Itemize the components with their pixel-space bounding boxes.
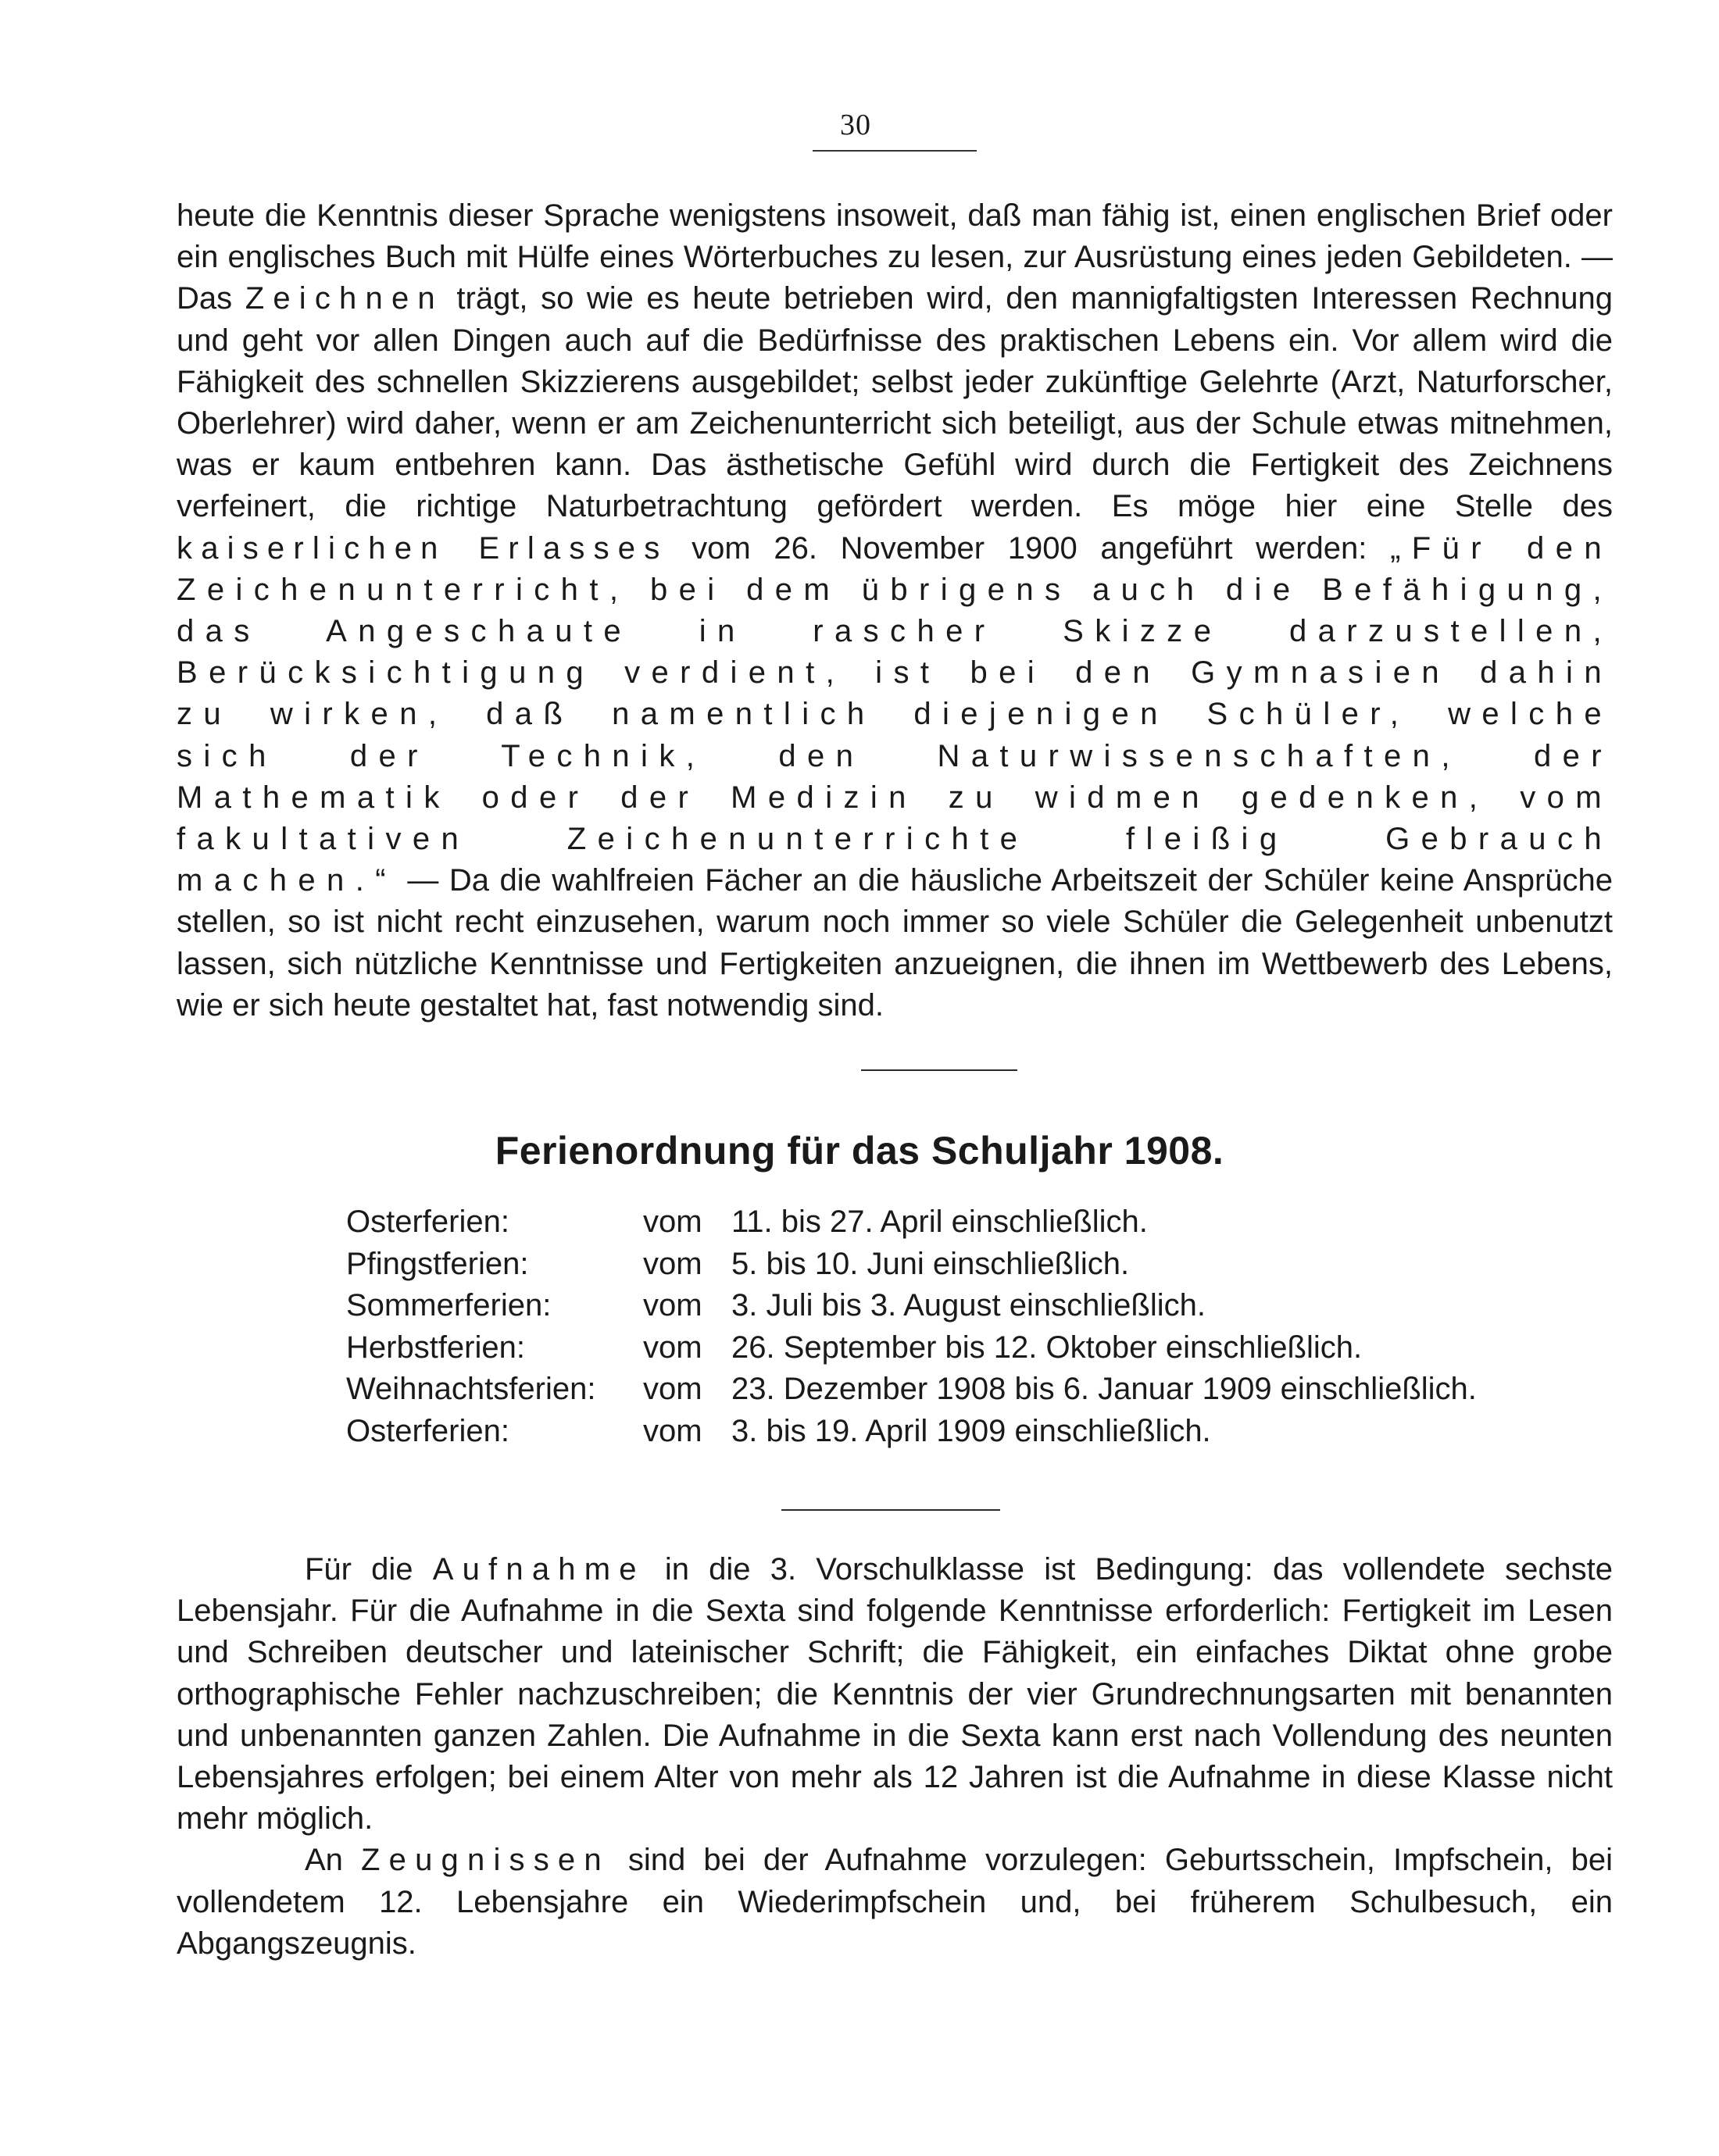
holiday-name: Herbstferien: (346, 1330, 525, 1365)
spaced-emphasis-text: Aufnahme (432, 1552, 645, 1587)
spaced-emphasis-text: „Für den Zeichenunterricht, bei dem übrigens auch die Befähigung, das Angeschaute in rascher Skizze darzustellen, Berücksichtigung verdient, ist bei den Gymnasien dahin zu wirken, daß namentlich diejenigen Schüler, welche sich der Technik, den Naturwissenschaften, der Mathematik oder der Medizin zu widmen gedenken, vom fakultativen Zeichenunterrichte fleißig Gebrauch machen.“ (177, 530, 1613, 898)
body-text-upper (177, 195, 1613, 1026)
holiday-schedule (346, 1201, 1477, 1452)
text-run: Für die (305, 1552, 433, 1587)
schedule-row (346, 1411, 1477, 1453)
from-label: vom (643, 1205, 702, 1240)
holiday-name: Osterferien: (346, 1413, 509, 1448)
holiday-dates: 3. bis 19. April 1909 einschließlich. (731, 1413, 1211, 1448)
from-label: vom (643, 1372, 702, 1407)
holiday-dates: 5. bis 10. Juni einschließlich. (731, 1246, 1130, 1281)
spaced-emphasis-text: kaiserlichen Erlasses (177, 530, 669, 566)
body-text-lower (177, 1549, 1613, 1965)
paragraph-zeugnisse (177, 1840, 1613, 1965)
from-label: vom (643, 1330, 702, 1365)
text-run: sind bei der Aufnahme vorzulegen: Geburtsschein, Impfschein, bei vollendetem 12. Lebensjahre ein Wiederimpfschein und, bei früherem Schulbesuch, ein Abgangszeugnis. (177, 1843, 1614, 1961)
text-run: trägt, so wie es heute betrieben wird, den mannigfaltigsten Interessen Rechnung und geht vor allen Dingen auch auf die Bedürfnisse des praktischen Lebens ein. Vor allem wird die Fähigkeit des schnellen Skizzierens ausgebildet; selbst jeder zukünftige Gelehrte (Arzt, Naturforscher, Oberlehrer) wird daher, wenn er am Zeichenunterricht sich beteiligt, aus der Schule etwas mitnehmen, was er kaum entbehren kann. Das ästhetische Gefühl wird durch die Fertigkeit des Zeichnens verfeinert, die richtige Naturbetrachtung gefördert werden. Es möge hier eine Stelle des (177, 281, 1613, 524)
from-label: vom (643, 1413, 702, 1448)
holiday-name: Osterferien: (346, 1205, 509, 1240)
section-heading: Ferienordnung für das Schuljahr 1908. (495, 1129, 1224, 1173)
spaced-emphasis-text: Zeichnen (245, 281, 444, 316)
page-number-rule (813, 150, 977, 152)
text-run: An (305, 1843, 362, 1878)
section-divider (781, 1509, 1000, 1511)
from-label: vom (643, 1246, 702, 1281)
holiday-name: Pfingstferien: (346, 1246, 529, 1281)
schedule-row (346, 1244, 1477, 1286)
holiday-name: Weihnachtsferien: (346, 1372, 596, 1407)
paragraph-aufnahme (177, 1549, 1613, 1840)
text-run: vom 26. November 1900 angeführt werden: (668, 530, 1391, 566)
text-run: heute die Kenntnis dieser Sprache wenigstens insoweit, daß man fähig ist, einen englischen Brief oder ein englisches Buch mit Hülfe eines Wörterbuches zu lesen, zur Ausrüstung eines jeden Gebildeten. — Das (177, 198, 1613, 316)
holiday-dates: 3. Juli bis 3. August einschließlich. (731, 1288, 1206, 1323)
from-label: vom (643, 1288, 702, 1323)
holiday-name: Sommerferien: (346, 1288, 552, 1323)
paragraph-zeichnen (177, 195, 1613, 1026)
schedule-row (346, 1285, 1477, 1327)
schedule-row (346, 1327, 1477, 1369)
spaced-emphasis-text: Zeugnissen (361, 1843, 610, 1878)
holiday-dates: 23. Dezember 1908 bis 6. Januar 1909 einschließlich. (731, 1372, 1477, 1407)
section-divider (861, 1069, 1017, 1071)
holiday-dates: 11. bis 27. April einschließlich. (731, 1205, 1148, 1240)
schedule-row (346, 1369, 1477, 1411)
holiday-dates: 26. September bis 12. Oktober einschließlich. (731, 1330, 1363, 1365)
text-run: in die 3. Vorschulklasse ist Bedingung: das vollendete sechste Lebensjahr. Für die Aufnahme in die Sexta sind folgende Kenntnisse erforderlich: Fertigkeit im Lesen und Schreiben deutscher und lateinischer Schrift; die Fähigkeit, ein einfaches Diktat ohne grobe orthographische Fehler nachzuschreiben; die Kenntnis der vier Grundrechnungsarten mit benannten und unbenannten ganzen Zahlen. Die Aufnahme in die Sexta kann erst nach Vollendung des neunten Lebensjahres erfolgen; bei einem Alter von mehr als 12 Jahren ist die Aufnahme in diese Klasse nicht mehr möglich. (177, 1552, 1614, 1837)
schedule-row (346, 1201, 1477, 1244)
page-number: 30 (840, 109, 871, 141)
text-run: — Da die wahlfreien Fächer an die häusliche Arbeitszeit der Schüler keine Ansprüche stellen, so ist nicht recht einzusehen, warum noch immer so viele Schüler die Gelegenheit unbenutzt lassen, sich nützliche Kenntnisse und Fertigkeiten anzueignen, die ihnen im Wettbewerb des Lebens, wie er sich heute gestaltet hat, fast notwendig sind. (177, 863, 1613, 1023)
